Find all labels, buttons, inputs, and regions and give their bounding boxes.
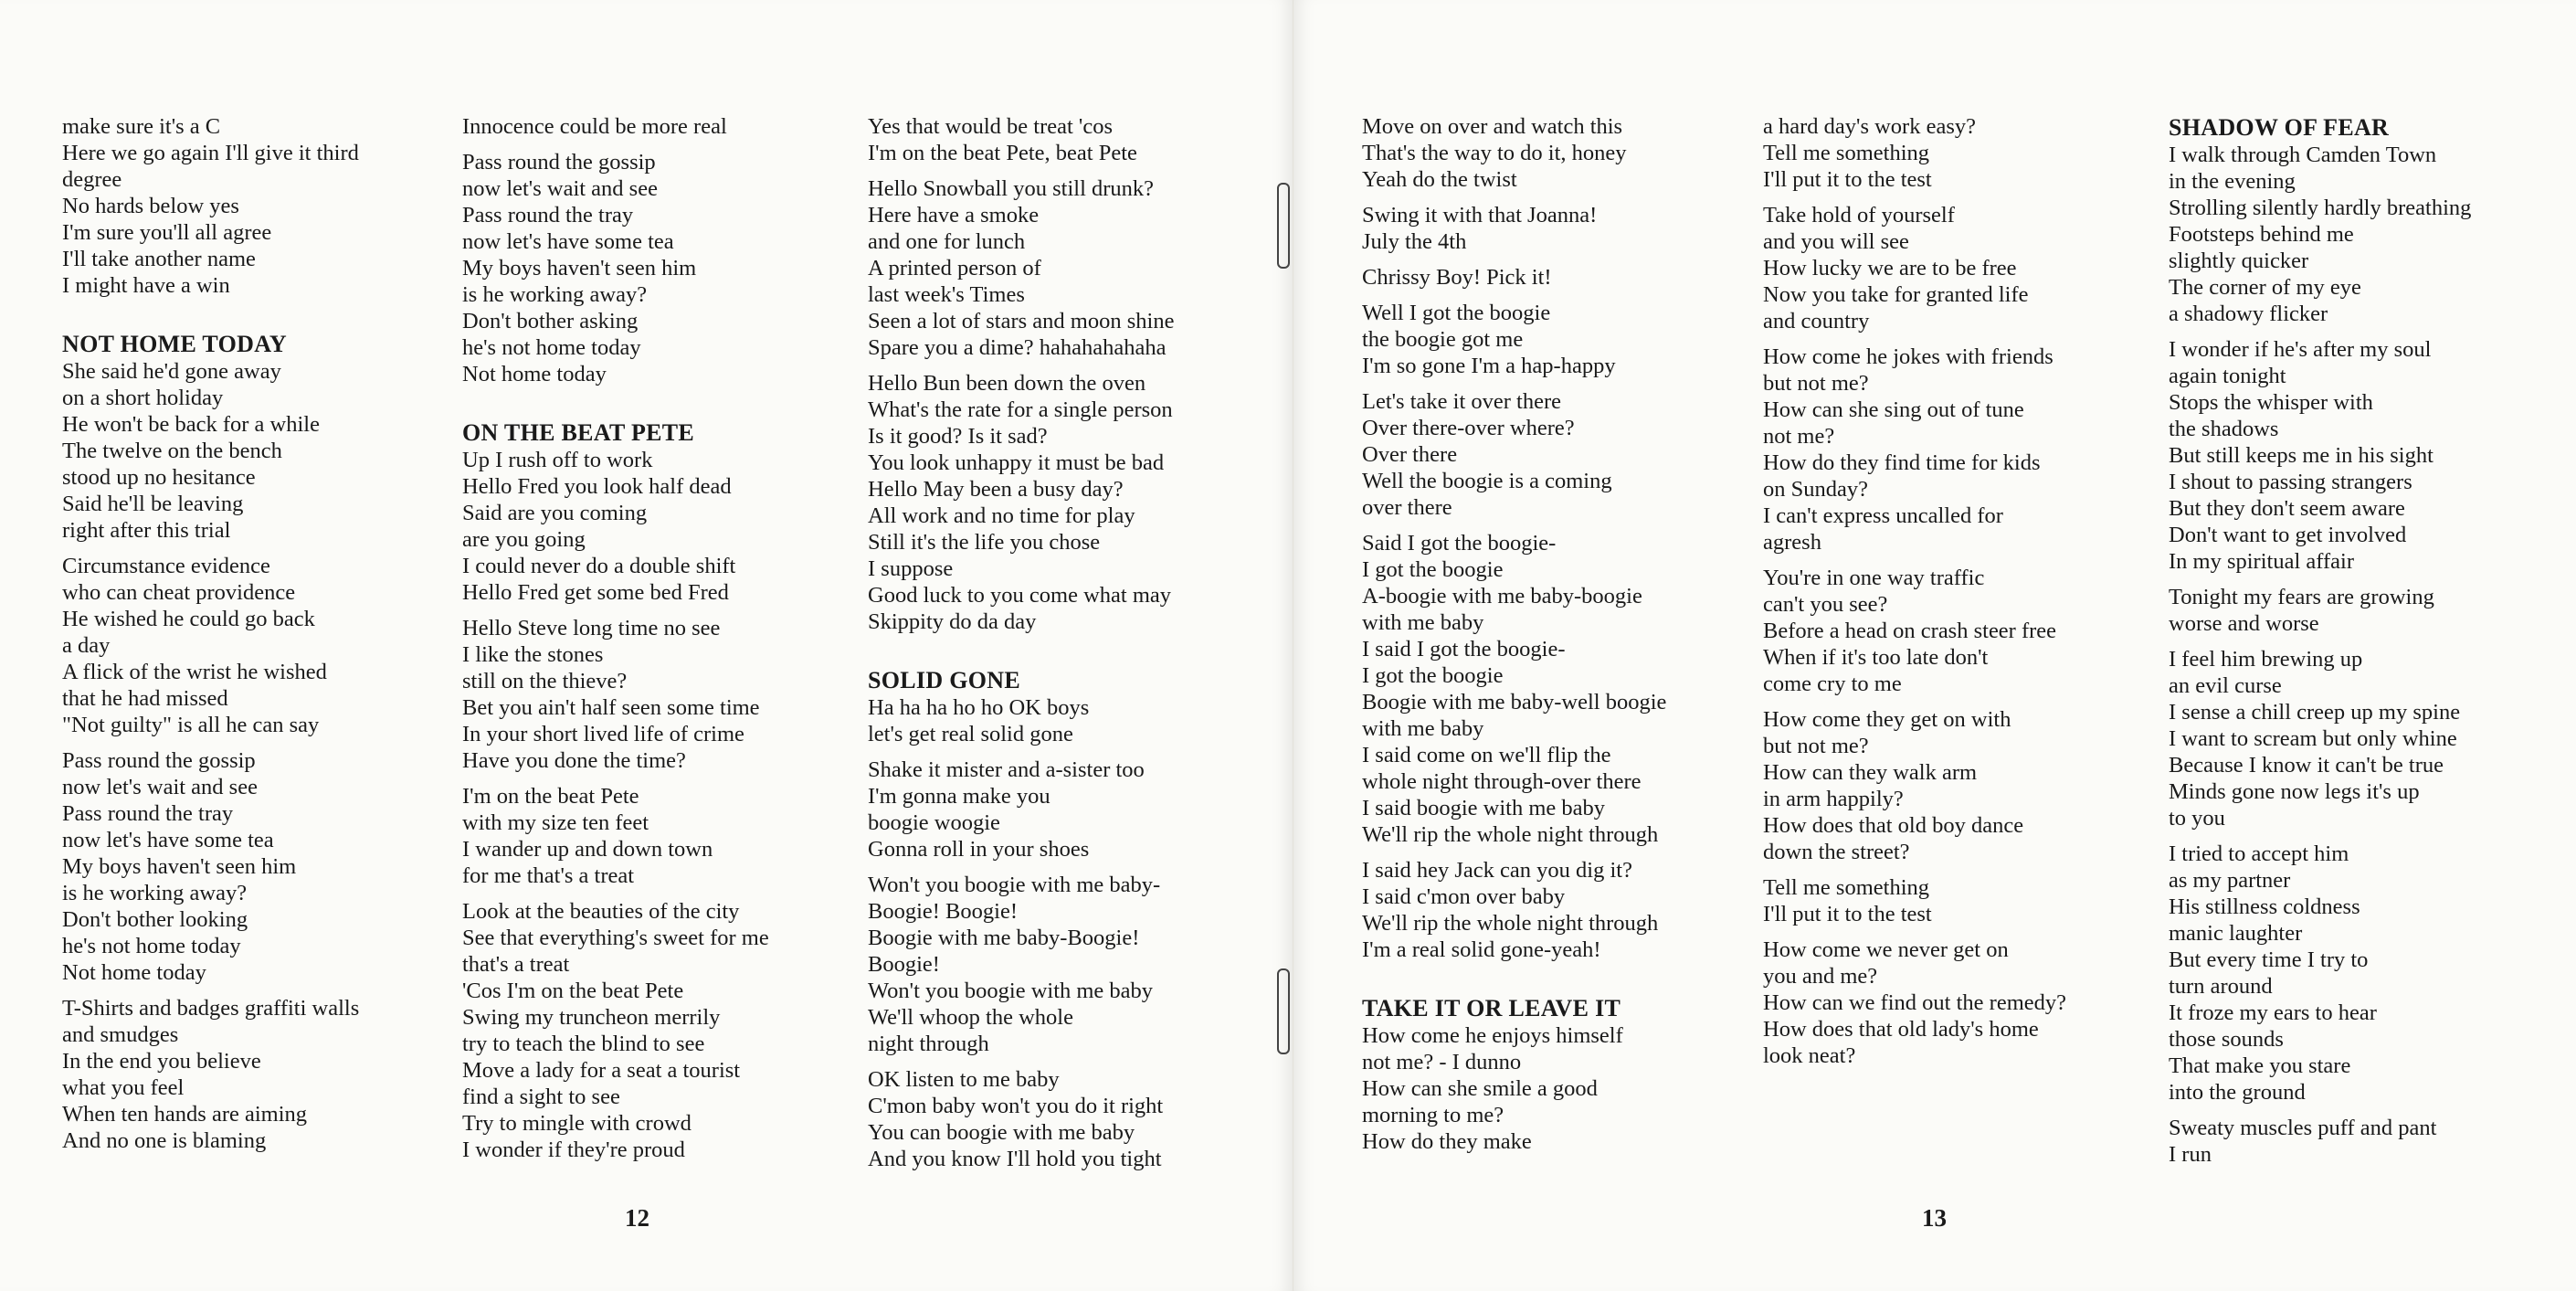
lyric-line: Spare you a dime? hahahahahaha: [868, 335, 1167, 360]
lyric-line: the boogie got me: [1362, 327, 1524, 352]
lyric-stanza: [2169, 584, 2561, 637]
lyric-line: Well I got the boogie: [1362, 301, 1551, 325]
lyric-line: now let's wait and see: [462, 176, 658, 201]
lyric-stanza: [1362, 202, 1755, 255]
lyric-line: stood up no hesitance: [62, 465, 256, 490]
lyric-line: what you feel: [62, 1075, 185, 1100]
lyric-line: See that everything's sweet for me: [462, 926, 769, 950]
lyric-line: All work and no time for play: [868, 503, 1135, 528]
lyric-line: find a sight to see: [462, 1085, 620, 1109]
lyric-line: My boys haven't seen him: [462, 256, 697, 280]
lyric-line: His stillness coldness: [2169, 894, 2360, 919]
lyric-line: now let's have some tea: [462, 229, 674, 254]
lyric-line: How can she smile a good: [1362, 1076, 1598, 1101]
lyric-line: When ten hands are aiming: [62, 1102, 308, 1127]
lyric-line: He won't be back for a while: [62, 412, 320, 437]
lyrics-column-5: [1763, 113, 2156, 1078]
lyric-line: are you going: [462, 527, 586, 552]
lyric-line: We'll rip the whole night through: [1362, 911, 1659, 936]
lyric-line: Footsteps behind me: [2169, 222, 2354, 247]
lyric-line: That make you stare: [2169, 1053, 2351, 1078]
lyric-line: Swing it with that Joanna!: [1362, 203, 1598, 228]
lyric-line: I said I got the boogie-: [1362, 637, 1566, 661]
lyric-line: How come he enjoys himself: [1362, 1023, 1623, 1048]
lyric-line: on a short holiday: [62, 386, 224, 410]
lyric-line: When if it's too late don't: [1763, 645, 1989, 670]
page-number-right: 13: [1922, 1204, 1947, 1232]
lyric-line: Move a lady for a seat a tourist: [462, 1058, 741, 1083]
lyric-line: Ha ha ha ho ho OK boys: [868, 695, 1090, 720]
lyric-stanza: [462, 615, 855, 774]
lyric-line: Hello Snowball you still drunk?: [868, 176, 1155, 201]
lyric-line: C'mon baby won't you do it right: [868, 1094, 1164, 1118]
lyric-line: I said hey Jack can you dig it?: [1362, 858, 1632, 883]
lyric-stanza: [1362, 300, 1755, 379]
lyric-line: but not me?: [1763, 371, 1869, 396]
lyric-stanza: [462, 149, 855, 387]
lyric-line: an evil curse: [2169, 673, 2282, 698]
lyric-line: Don't bother looking: [62, 907, 248, 932]
lyric-line: How do they find time for kids: [1763, 450, 2041, 475]
lyric-line: Because I know it can't be true: [2169, 753, 2444, 778]
lyric-line: How can she sing out of tune: [1763, 397, 2024, 422]
lyric-line: let's get real solid gone: [868, 722, 1073, 746]
lyrics-column-4: [1362, 113, 1755, 1164]
lyric-line: How lucky we are to be free: [1763, 256, 2017, 280]
lyric-stanza: [2169, 142, 2561, 327]
lyric-line: and one for lunch: [868, 229, 1026, 254]
lyric-line: Said I got the boogie-: [1362, 531, 1557, 556]
lyric-line: I'll take another name: [62, 247, 256, 271]
lyric-line: I got the boogie: [1362, 557, 1504, 582]
lyric-line: How come we never get on: [1763, 937, 2009, 962]
lyric-line: I'll put it to the test: [1763, 902, 1932, 926]
lyric-line: But every time I try to: [2169, 947, 2369, 972]
lyric-line: I feel him brewing up: [2169, 647, 2363, 672]
lyric-line: How does that old boy dance: [1763, 813, 2024, 838]
lyric-line: Here we go again I'll give it third: [62, 141, 359, 165]
lyric-line: I tried to accept him: [2169, 841, 2349, 866]
lyric-line: 'Cos I'm on the beat Pete: [462, 979, 684, 1003]
lyric-line: A printed person of: [868, 256, 1041, 280]
lyric-stanza: [2169, 646, 2561, 831]
lyrics-column-2: [462, 113, 855, 1172]
lyric-stanza: [62, 358, 455, 544]
lyric-stanza: [1763, 344, 2156, 556]
lyric-line: I run: [2169, 1142, 2212, 1167]
lyric-line: In your short lived life of crime: [462, 722, 744, 746]
lyric-line: and you will see: [1763, 229, 1909, 254]
lyric-line: for me that's a treat: [462, 863, 635, 888]
lyric-line: worse and worse: [2169, 611, 2319, 636]
lyric-line: degree: [62, 167, 122, 192]
lyric-line: Move on over and watch this: [1362, 114, 1623, 139]
lyrics-column-1: [62, 113, 455, 1163]
lyric-line: and smudges: [62, 1022, 179, 1047]
lyric-line: Don't want to get involved: [2169, 523, 2407, 547]
lyric-line: Stops the whisper with: [2169, 390, 2373, 415]
lyric-line: But they don't seem aware: [2169, 496, 2405, 521]
lyric-line: It froze my ears to hear: [2169, 1000, 2377, 1025]
lyric-line: I might have a win: [62, 273, 230, 298]
lyric-line: I said boogie with me baby: [1362, 796, 1606, 820]
lyric-line: and country: [1763, 309, 1870, 333]
lyric-stanza: [1362, 530, 1755, 848]
lyric-stanza: [1763, 202, 2156, 334]
lyric-line: Pass round the gossip: [62, 748, 256, 773]
lyric-line: I shout to passing strangers: [2169, 470, 2412, 494]
lyric-line: on Sunday?: [1763, 477, 1868, 502]
song-title: NOT HOME TODAY: [62, 331, 287, 357]
lyric-line: agresh: [1763, 530, 1821, 555]
lyric-stanza: [1362, 388, 1755, 521]
lyric-stanza: [868, 113, 1261, 166]
lyric-line: Don't bother asking: [462, 309, 639, 333]
page-number-left: 12: [625, 1204, 649, 1232]
lyric-line: I'll put it to the test: [1763, 167, 1932, 192]
lyric-line: How can they walk arm: [1763, 760, 1978, 785]
lyric-line: night through: [868, 1032, 989, 1056]
lyric-stanza: [1763, 706, 2156, 865]
lyric-line: I suppose: [868, 556, 954, 581]
lyric-line: You look unhappy it must be bad: [868, 450, 1165, 475]
lyric-line: is he working away?: [462, 282, 648, 307]
lyric-line: into the ground: [2169, 1080, 2306, 1105]
lyric-line: Still it's the life you chose: [868, 530, 1101, 555]
lyric-line: I said come on we'll flip the: [1362, 743, 1611, 767]
lyric-stanza: [62, 113, 455, 299]
lyric-line: but not me?: [1763, 734, 1869, 758]
lyric-line: I wonder if he's after my soul: [2169, 337, 2432, 362]
lyric-line: with my size ten feet: [462, 810, 649, 835]
lyric-line: a hard day's work easy?: [1763, 114, 1976, 139]
lyric-line: look neat?: [1763, 1043, 1856, 1068]
lyric-line: he's not home today: [462, 335, 641, 360]
right-page: [1293, 0, 2576, 1291]
lyric-line: in arm happily?: [1763, 787, 1904, 811]
lyric-line: that's a treat: [462, 952, 570, 977]
lyric-line: not me? - I dunno: [1362, 1050, 1522, 1074]
lyric-stanza: [868, 694, 1261, 747]
lyric-line: I'm gonna make you: [868, 784, 1050, 809]
lyric-line: he's not home today: [62, 934, 241, 958]
lyric-line: Before a head on crash steer free: [1763, 619, 2057, 643]
lyric-line: I like the stones: [462, 642, 604, 667]
lyric-line: She said he'd gone away: [62, 359, 281, 384]
lyric-line: Minds gone now legs it's up: [2169, 779, 2420, 804]
lyric-line: turn around: [2169, 974, 2273, 999]
lyric-line: right after this trial: [62, 518, 231, 543]
lyric-line: I said c'mon over baby: [1362, 884, 1566, 909]
lyric-line: How can we find out the remedy?: [1763, 990, 2066, 1015]
lyric-line: Seen a lot of stars and moon shine: [868, 309, 1175, 333]
lyric-line: Hello Fred you look half dead: [462, 474, 732, 499]
lyric-line: My boys haven't seen him: [62, 854, 297, 879]
lyric-line: Strolling silently hardly breathing: [2169, 196, 2472, 220]
lyric-line: And no one is blaming: [62, 1128, 267, 1153]
lyric-line: In the end you believe: [62, 1049, 261, 1074]
lyric-stanza: [2169, 336, 2561, 575]
lyric-line: Pass round the tray: [62, 801, 234, 826]
lyric-line: who can cheat providence: [62, 580, 296, 605]
lyric-line: last week's Times: [868, 282, 1025, 307]
song-title: TAKE IT OR LEAVE IT: [1362, 995, 1621, 1021]
lyric-line: with me baby: [1362, 716, 1484, 741]
lyric-line: still on the thieve?: [462, 669, 628, 693]
song-title: SHADOW OF FEAR: [2169, 114, 2390, 141]
lyric-line: "Not guilty" is all he can say: [62, 713, 320, 737]
lyric-stanza: [62, 995, 455, 1154]
lyric-line: Chrissy Boy! Pick it!: [1362, 265, 1552, 290]
lyric-line: slightly quicker: [2169, 249, 2309, 273]
lyric-stanza: [868, 1066, 1261, 1172]
lyric-line: We'll whoop the whole: [868, 1005, 1073, 1030]
lyric-line: morning to me?: [1362, 1103, 1504, 1127]
lyric-line: Here have a smoke: [868, 203, 1040, 228]
lyric-line: make sure it's a C: [62, 114, 221, 139]
lyric-line: Skippity do da day: [868, 609, 1037, 634]
lyric-line: can't you see?: [1763, 592, 1888, 617]
lyric-line: whole night through-over there: [1362, 769, 1642, 794]
lyric-line: boogie woogie: [868, 810, 1000, 835]
lyric-line: Won't you boogie with me baby: [868, 979, 1154, 1003]
lyric-line: How do they make: [1362, 1129, 1532, 1154]
lyric-line: a shadowy flicker: [2169, 302, 2328, 326]
lyric-line: No hards below yes: [62, 194, 239, 218]
lyric-line: The twelve on the bench: [62, 439, 282, 463]
lyric-line: Swing my truncheon merrily: [462, 1005, 721, 1030]
song-title: ON THE BEAT PETE: [462, 419, 695, 446]
lyric-line: I sense a chill creep up my spine: [2169, 700, 2461, 725]
lyric-line: Now you take for granted life: [1763, 282, 2029, 307]
lyric-line: You can boogie with me baby: [868, 1120, 1135, 1145]
lyric-stanza: [868, 175, 1261, 361]
lyric-line: A-boogie with me baby-boogie: [1362, 584, 1642, 608]
lyrics-column-6: [2169, 113, 2561, 1177]
lyric-line: try to teach the blind to see: [462, 1032, 705, 1056]
lyric-line: down the street?: [1763, 840, 1910, 864]
lyric-line: You're in one way traffic: [1763, 566, 1985, 590]
lyric-line: Tell me something: [1763, 875, 1930, 900]
lyric-line: That's the way to do it, honey: [1362, 141, 1627, 165]
lyric-line: I got the boogie: [1362, 663, 1504, 688]
lyric-line: Yeah do the twist: [1362, 167, 1517, 192]
lyric-line: Have you done the time?: [462, 748, 686, 773]
lyric-line: Said are you coming: [462, 501, 648, 525]
lyric-line: Not home today: [62, 960, 206, 985]
lyric-line: OK listen to me baby: [868, 1067, 1060, 1092]
lyric-line: Over there: [1362, 442, 1458, 467]
lyric-line: Is it good? Is it sad?: [868, 424, 1048, 449]
lyric-line: I'm on the beat Pete, beat Pete: [868, 141, 1137, 165]
lyric-line: A flick of the wrist he wished: [62, 660, 327, 684]
lyric-stanza: [868, 757, 1261, 862]
lyric-line: now let's have some tea: [62, 828, 274, 852]
lyric-stanza: [1362, 264, 1755, 291]
lyric-line: How does that old lady's home: [1763, 1017, 2039, 1042]
lyric-line: I walk through Camden Town: [2169, 143, 2437, 167]
lyric-line: in the evening: [2169, 169, 2296, 194]
lyric-stanza: [1763, 565, 2156, 697]
lyric-line: is he working away?: [62, 881, 248, 905]
lyric-line: again tonight: [2169, 364, 2286, 388]
lyric-stanza: [868, 370, 1261, 635]
lyric-line: Not home today: [462, 362, 607, 386]
lyric-stanza: [1362, 113, 1755, 193]
lyric-line: come cry to me: [1763, 672, 1902, 696]
lyric-line: I can't express uncalled for: [1763, 503, 2003, 528]
lyric-line: In my spiritual affair: [2169, 549, 2354, 574]
lyric-stanza: [1763, 937, 2156, 1069]
staple-top: [1277, 183, 1290, 269]
lyric-line: I'm so gone I'm a hap-happy: [1362, 354, 1616, 378]
lyric-line: Hello Fred get some bed Fred: [462, 580, 729, 605]
lyric-stanza: [1763, 113, 2156, 193]
lyric-line: Bet you ain't half seen some time: [462, 695, 760, 720]
lyric-stanza: [462, 113, 855, 140]
lyric-line: Sweaty muscles puff and pant: [2169, 1116, 2437, 1140]
lyric-line: He wished he could go back: [62, 607, 315, 631]
lyric-line: How come they get on with: [1763, 707, 2011, 732]
lyric-stanza: [1362, 1022, 1755, 1155]
lyric-stanza: [1362, 857, 1755, 963]
lyric-line: Tonight my fears are growing: [2169, 585, 2434, 609]
lyric-line: over there: [1362, 495, 1452, 520]
lyric-line: I'm sure you'll all agree: [62, 220, 272, 245]
lyric-line: that he had missed: [62, 686, 228, 711]
lyric-line: But still keeps me in his sight: [2169, 443, 2433, 468]
lyric-line: Said he'll be leaving: [62, 492, 244, 516]
lyric-line: I'm a real solid gone-yeah!: [1362, 937, 1601, 962]
staple-bottom: [1277, 968, 1290, 1054]
lyric-line: not me?: [1763, 424, 1835, 449]
lyric-line: Pass round the tray: [462, 203, 634, 228]
lyric-line: I'm on the beat Pete: [462, 784, 639, 809]
lyric-line: manic laughter: [2169, 921, 2303, 946]
lyric-line: Gonna roll in your shoes: [868, 837, 1090, 862]
lyric-stanza: [2169, 1115, 2561, 1168]
lyric-line: Look at the beauties of the city: [462, 899, 740, 924]
lyric-line: I wander up and down town: [462, 837, 713, 862]
lyric-stanza: [1763, 874, 2156, 927]
lyric-line: Try to mingle with crowd: [462, 1111, 692, 1136]
lyric-line: Take hold of yourself: [1763, 203, 1955, 228]
lyric-line: Hello May been a busy day?: [868, 477, 1124, 502]
lyric-stanza: [462, 447, 855, 606]
lyric-line: I want to scream but only whine: [2169, 726, 2457, 751]
lyric-line: Hello Bun been down the oven: [868, 371, 1146, 396]
lyric-stanza: [462, 783, 855, 889]
lyric-line: Won't you boogie with me baby-: [868, 873, 1161, 897]
lyric-line: I could never do a double shift: [462, 554, 736, 578]
lyric-line: Tell me something: [1763, 141, 1930, 165]
lyric-line: as my partner: [2169, 868, 2291, 893]
lyric-line: a day: [62, 633, 111, 658]
lyric-line: Let's take it over there: [1362, 389, 1562, 414]
lyric-line: I wonder if they're proud: [462, 1138, 685, 1162]
lyric-line: We'll rip the whole night through: [1362, 822, 1659, 847]
lyric-line: you and me?: [1763, 964, 1878, 989]
lyric-line: the shadows: [2169, 417, 2279, 441]
song-title: SOLID GONE: [868, 667, 1020, 693]
lyrics-column-3: [868, 113, 1261, 1181]
lyric-line: with me baby: [1362, 610, 1484, 635]
lyric-line: And you know I'll hold you tight: [868, 1147, 1162, 1171]
lyric-stanza: [62, 747, 455, 986]
lyric-line: those sounds: [2169, 1027, 2284, 1052]
lyric-line: Boogie with me baby-well boogie: [1362, 690, 1667, 714]
lyric-line: The corner of my eye: [2169, 275, 2361, 300]
lyric-line: Good luck to you come what may: [868, 583, 1172, 608]
lyric-line: Yes that would be treat 'cos: [868, 114, 1113, 139]
lyric-line: T-Shirts and badges graffiti walls: [62, 996, 360, 1021]
lyric-stanza: [2169, 841, 2561, 1106]
lyric-line: Innocence could be more real: [462, 114, 727, 139]
lyric-line: Circumstance evidence: [62, 554, 270, 578]
lyric-line: July the 4th: [1362, 229, 1467, 254]
lyric-line: now let's wait and see: [62, 775, 258, 799]
lyric-line: Shake it mister and a-sister too: [868, 757, 1145, 782]
lyric-line: Well the boogie is a coming: [1362, 469, 1612, 493]
lyric-stanza: [462, 898, 855, 1163]
lyric-line: Up I rush off to work: [462, 448, 653, 472]
lyric-line: What's the rate for a single person: [868, 397, 1173, 422]
lyric-line: Over there-over where?: [1362, 416, 1575, 440]
lyric-line: Boogie!: [868, 952, 940, 977]
lyric-line: to you: [2169, 806, 2225, 831]
lyric-line: Boogie with me baby-Boogie!: [868, 926, 1140, 950]
lyric-line: Pass round the gossip: [462, 150, 656, 175]
lyric-line: How come he jokes with friends: [1763, 344, 2053, 369]
lyric-line: Boogie! Boogie!: [868, 899, 1018, 924]
lyric-stanza: [868, 872, 1261, 1057]
lyric-stanza: [62, 553, 455, 738]
lyric-line: Hello Steve long time no see: [462, 616, 721, 640]
